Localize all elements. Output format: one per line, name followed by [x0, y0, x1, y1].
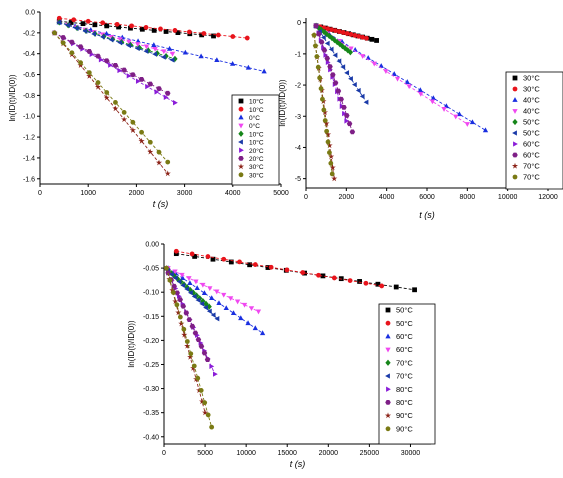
data-point — [209, 364, 214, 369]
data-point — [319, 86, 324, 91]
data-point — [314, 54, 319, 59]
legend-label: 60°C — [523, 150, 540, 160]
y-tick-label: -0.05 — [143, 265, 159, 273]
x-tick-label: 25000 — [359, 450, 380, 457]
y-tick-label: -0.35 — [143, 410, 159, 418]
x-tick-label: 6000 — [419, 194, 435, 201]
data-point — [328, 161, 333, 166]
data-point — [332, 276, 337, 281]
legend-label: 30°C — [523, 84, 540, 94]
legend-label: 20°C — [249, 147, 264, 155]
data-point — [188, 351, 193, 356]
data-point — [165, 91, 171, 96]
data-point — [187, 30, 192, 35]
data-point — [52, 30, 57, 35]
data-point — [164, 266, 169, 271]
data-point — [347, 121, 353, 126]
data-point — [187, 280, 192, 285]
data-point — [104, 90, 109, 95]
data-point — [364, 100, 369, 105]
y-tick-label: -4 — [294, 144, 301, 152]
data-point — [395, 77, 400, 82]
legend-label: 10°C — [249, 139, 264, 147]
data-point — [261, 69, 266, 74]
y-tick-label: -0.8 — [22, 92, 35, 100]
data-point — [181, 327, 186, 332]
legend-label: 30°C — [249, 164, 264, 172]
x-tick-label: 8000 — [459, 194, 476, 201]
data-point — [465, 122, 470, 127]
y-tick-label: -5 — [294, 176, 301, 184]
legend-marker — [239, 107, 244, 112]
data-point — [340, 64, 345, 69]
legend-label: 0°C — [249, 123, 260, 131]
x-tick-label: 4000 — [378, 194, 395, 201]
data-point — [192, 364, 197, 369]
data-point — [115, 22, 120, 27]
data-point — [357, 279, 362, 284]
y-tick-label: -0.15 — [143, 313, 159, 321]
legend-marker — [239, 172, 244, 177]
data-point — [71, 17, 76, 22]
y-tick-label: -2 — [294, 82, 301, 90]
data-point — [372, 62, 377, 67]
data-point — [256, 310, 261, 315]
data-point — [330, 172, 335, 177]
data-point — [207, 286, 212, 291]
data-point — [157, 150, 162, 155]
data-point — [470, 119, 475, 124]
data-point — [195, 285, 200, 290]
data-point — [483, 127, 488, 132]
data-point — [344, 70, 349, 75]
data-point — [87, 70, 92, 75]
data-point — [178, 315, 183, 320]
data-point — [130, 72, 136, 77]
legend-label: 40°C — [523, 106, 540, 116]
legend-marker — [513, 175, 518, 180]
data-point — [453, 115, 458, 120]
x-tick-label: 0 — [304, 194, 308, 201]
y-tick-label: -0.10 — [143, 289, 159, 297]
data-point — [174, 249, 179, 254]
data-point — [364, 36, 369, 41]
data-point — [213, 371, 218, 376]
data-point — [185, 339, 190, 344]
data-point — [348, 278, 353, 283]
data-point — [356, 88, 361, 93]
y-tick-label: -0.25 — [143, 361, 159, 369]
data-point — [269, 265, 274, 270]
data-point — [245, 36, 250, 41]
data-point — [170, 57, 175, 62]
data-point — [61, 40, 66, 45]
data-point — [174, 302, 179, 307]
data-point — [86, 19, 91, 24]
legend-label: 10°C — [249, 131, 264, 139]
legend-label: 30°C — [249, 172, 264, 180]
y-tick-label: -0.40 — [143, 434, 159, 442]
data-point — [156, 86, 162, 91]
data-point — [441, 107, 446, 112]
data-point — [235, 300, 240, 305]
y-tick-label: -0.2 — [22, 30, 35, 38]
data-point — [195, 376, 200, 381]
data-point — [152, 52, 157, 57]
data-point — [317, 75, 322, 80]
data-point — [370, 37, 375, 42]
data-point — [224, 305, 229, 310]
x-axis-title: t (s) — [152, 199, 169, 209]
y-tick-label: -3 — [294, 113, 301, 121]
data-point — [238, 315, 243, 320]
data-point — [170, 52, 175, 57]
data-point — [336, 58, 341, 63]
data-point — [206, 412, 211, 417]
x-tick-label: 2000 — [338, 194, 355, 201]
legend-label: 70°C — [396, 371, 413, 381]
y-tick-label: -1.2 — [22, 134, 35, 142]
data-point — [407, 84, 412, 89]
data-point — [418, 87, 423, 92]
data-point — [104, 23, 109, 28]
data-point — [321, 107, 326, 112]
data-point — [412, 287, 417, 292]
legend-label: 30°C — [523, 73, 540, 83]
data-point — [333, 53, 338, 58]
data-point — [430, 99, 435, 104]
x-tick-label: 10000 — [236, 450, 256, 457]
legend-label: 10°C — [249, 98, 264, 106]
data-point — [216, 300, 221, 305]
data-point — [202, 290, 207, 295]
legend-label: 50°C — [523, 117, 540, 127]
x-tick-label: 20000 — [318, 450, 339, 457]
data-point — [327, 150, 332, 155]
legend-marker — [513, 76, 518, 81]
y-tick-label: 0.0 — [25, 9, 35, 17]
data-point — [201, 31, 206, 36]
data-point — [139, 130, 144, 135]
data-point — [221, 257, 226, 262]
data-point — [69, 50, 74, 55]
data-point — [300, 270, 305, 275]
data-point — [324, 129, 329, 134]
chart-panel-top-right — [278, 18, 563, 220]
x-tick-label: 2000 — [128, 190, 145, 197]
y-axis-title: ln(ID(t)/ID(0)) — [278, 79, 287, 127]
data-point — [198, 53, 203, 58]
x-tick-label: 5000 — [273, 190, 289, 197]
y-tick-label: -0.6 — [22, 72, 35, 80]
legend-label: 80°C — [396, 384, 413, 394]
data-point — [249, 306, 254, 311]
data-point — [81, 21, 86, 26]
data-point — [165, 160, 170, 165]
data-point — [324, 56, 330, 61]
legend-label: 10°C — [249, 106, 264, 114]
data-point — [130, 120, 135, 125]
data-point — [199, 388, 204, 393]
data-point — [209, 295, 214, 300]
legend-marker — [513, 87, 518, 92]
x-tick-label: 30000 — [400, 450, 421, 457]
data-point — [173, 100, 178, 105]
data-point — [147, 149, 153, 155]
data-point — [312, 33, 317, 38]
data-point — [326, 140, 331, 145]
legend-label: 0°C — [249, 115, 260, 122]
legend-marker — [386, 321, 391, 326]
data-point — [231, 310, 236, 315]
data-point — [260, 330, 265, 335]
data-point — [221, 293, 226, 298]
y-tick-label: -0.30 — [143, 386, 159, 394]
data-point — [156, 160, 162, 166]
x-tick-label: 15000 — [277, 450, 297, 457]
data-point — [129, 23, 134, 28]
data-point — [374, 38, 379, 43]
x-tick-label: 3000 — [176, 190, 193, 197]
legend-marker — [386, 308, 391, 313]
data-point — [173, 28, 178, 33]
data-point — [122, 110, 127, 115]
x-tick-label: 12000 — [538, 194, 558, 201]
data-point — [320, 97, 325, 102]
x-tick-label: 0 — [162, 450, 166, 457]
y-tick-label: -1 — [294, 51, 301, 59]
data-point — [360, 94, 365, 99]
data-point — [348, 76, 353, 81]
legend-label: 60°C — [396, 332, 413, 341]
legend-label: 40°C — [523, 95, 540, 105]
data-point — [352, 82, 357, 87]
y-tick-label: 0.00 — [145, 241, 159, 249]
data-point — [350, 129, 356, 134]
data-point — [253, 325, 258, 330]
data-point — [418, 92, 423, 97]
x-tick-label: 10000 — [497, 194, 518, 201]
legend-label: 70°C — [396, 358, 413, 368]
data-point — [100, 20, 105, 25]
data-point — [237, 260, 242, 265]
y-tick-label: 0 — [297, 20, 301, 28]
data-point — [148, 140, 153, 145]
legend-label: 60°C — [396, 345, 413, 355]
y-axis-title: ln(ID(t)/ID(0)) — [8, 74, 17, 122]
legend-marker — [386, 426, 391, 431]
data-point — [364, 281, 369, 286]
data-point — [323, 118, 328, 123]
x-tick-label: 4000 — [225, 190, 241, 197]
data-point — [313, 43, 318, 48]
data-point — [285, 268, 290, 273]
data-point — [360, 54, 365, 59]
data-point — [161, 54, 166, 59]
data-point — [379, 284, 384, 289]
data-point — [209, 425, 214, 430]
data-point — [144, 25, 149, 30]
y-axis-title: ln(ID(t)/ID(0)) — [127, 320, 136, 368]
legend-label: 90°C — [396, 411, 413, 421]
legend-label: 90°C — [396, 424, 413, 434]
data-point — [216, 33, 221, 38]
data-point — [329, 47, 334, 52]
legend-label: 50°C — [523, 128, 540, 138]
y-tick-label: -0.20 — [143, 337, 159, 345]
legend-label: 80°C — [396, 398, 413, 407]
data-point — [92, 22, 97, 27]
y-tick-label: -1.4 — [22, 155, 35, 163]
legend-label: 70°C — [523, 161, 540, 171]
data-point — [187, 317, 193, 322]
x-tick-label: 0 — [38, 190, 42, 197]
data-point — [383, 69, 388, 74]
data-point — [316, 273, 321, 278]
data-point — [113, 100, 118, 105]
data-point — [253, 262, 258, 267]
legend-marker — [239, 99, 244, 104]
legend-label: 20°C — [249, 156, 264, 163]
data-point — [206, 254, 211, 259]
legend-label: 60°C — [523, 139, 540, 149]
y-tick-label: -1.6 — [22, 176, 35, 184]
x-axis-title: t (s) — [419, 210, 435, 220]
data-point — [104, 58, 110, 63]
data-point — [113, 63, 119, 68]
data-point — [405, 79, 410, 84]
x-tick-label: 5000 — [197, 450, 213, 457]
x-axis-title: t (s) — [289, 459, 306, 469]
data-point — [112, 105, 118, 111]
data-point — [316, 65, 321, 70]
y-tick-label: -1.0 — [22, 113, 35, 121]
data-point — [158, 27, 163, 32]
legend-label: 70°C — [523, 172, 540, 182]
data-point — [121, 68, 127, 73]
legend-label: 50°C — [396, 318, 413, 328]
data-point — [394, 285, 399, 290]
data-point — [168, 278, 173, 283]
data-point — [431, 95, 436, 100]
chart-panel-bottom — [127, 242, 435, 470]
data-point — [96, 80, 101, 85]
data-point — [325, 41, 330, 46]
data-point — [230, 34, 235, 39]
data-point — [190, 251, 195, 256]
data-point — [202, 400, 207, 405]
y-tick-label: -0.4 — [22, 51, 35, 59]
data-point — [245, 320, 250, 325]
chart-panel-top-left — [8, 10, 289, 210]
x-tick-label: 1000 — [80, 190, 96, 197]
legend-label: 50°C — [396, 305, 413, 315]
data-point — [171, 290, 176, 295]
data-point — [78, 60, 83, 65]
